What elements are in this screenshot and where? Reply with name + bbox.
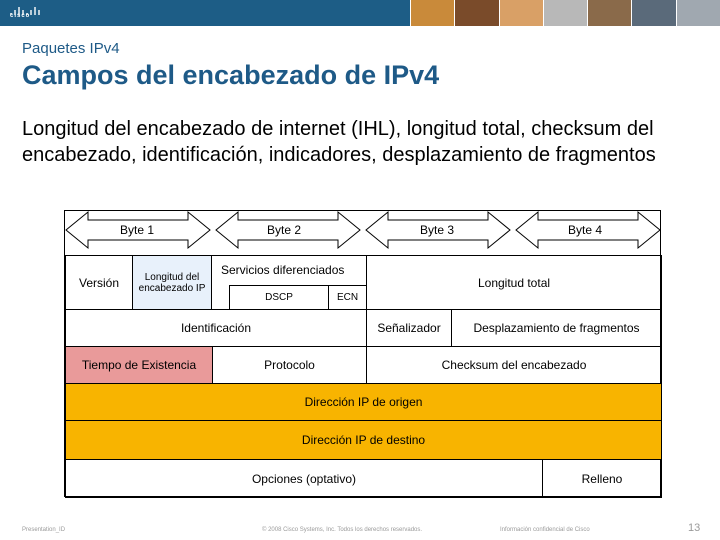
total-length-field	[366, 255, 662, 310]
photo-1	[410, 0, 454, 26]
ihl-field	[132, 255, 212, 310]
footer-copyright: © 2008 Cisco Systems, Inc. Todos los derechos reservados.	[262, 527, 423, 533]
identification-label: Identificación	[180, 321, 252, 335]
options-field	[65, 459, 543, 498]
ttl-label: Tiempo de Existencia	[81, 358, 197, 372]
flags-field	[366, 309, 452, 347]
options-label: Opciones (optativo)	[251, 471, 357, 486]
ihl-label: Longitud del encabezado IP	[138, 271, 206, 294]
page-number: 13	[688, 522, 701, 534]
diffserv-label: Servicios diferenciados	[221, 263, 345, 277]
ecn-field	[328, 285, 367, 310]
source-address-label: Dirección IP de origen	[304, 395, 423, 409]
ttl-field	[65, 346, 213, 384]
fragment-offset-label: Desplazamiento de fragmentos	[473, 321, 640, 335]
photo-3	[499, 0, 543, 26]
total-length-label: Longitud total	[477, 275, 551, 290]
source-address-field	[65, 383, 662, 421]
padding-field	[542, 459, 662, 498]
slide-subtitle: Paquetes IPv4	[22, 40, 120, 57]
destination-address-label: Dirección IP de destino	[301, 433, 426, 447]
photo-6	[631, 0, 675, 26]
logo-text: cisco	[10, 13, 31, 19]
byte-1-label: Byte 1	[120, 223, 155, 237]
byte-4-label: Byte 4	[568, 223, 603, 237]
photo-5	[587, 0, 631, 26]
slide-description: Longitud del encabezado de internet (IHL), longitud total, checksum del encabezado, identificación, indicadores, desplazamiento de fragmentos	[22, 118, 656, 166]
fragment-offset-field	[451, 309, 662, 347]
protocol-label: Protocolo	[264, 358, 315, 372]
ecn-label: ECN	[336, 292, 359, 303]
footer-confidential: Información confidencial de Cisco	[500, 527, 590, 533]
identification-field	[65, 309, 367, 347]
dscp-field	[229, 285, 329, 310]
version-label: Versión	[78, 275, 120, 290]
padding-label: Relleno	[581, 471, 623, 486]
flags-label: Señalizador	[377, 321, 441, 335]
destination-address-field	[65, 420, 662, 460]
photo-2	[454, 0, 498, 26]
byte-3-label: Byte 3	[420, 223, 455, 237]
photo-4	[543, 0, 587, 26]
byte-2-label: Byte 2	[267, 223, 302, 237]
protocol-field	[212, 346, 367, 384]
dscp-label: DSCP	[265, 292, 293, 303]
footer-presentation-id: Presentation_ID	[22, 527, 66, 533]
checksum-field	[366, 346, 662, 384]
photo-strip	[410, 0, 720, 26]
photo-7	[676, 0, 720, 26]
slide-title: Campos del encabezado de IPv4	[22, 60, 440, 90]
top-banner	[0, 0, 720, 26]
checksum-label: Checksum del encabezado	[441, 358, 587, 372]
version-field	[65, 255, 133, 310]
